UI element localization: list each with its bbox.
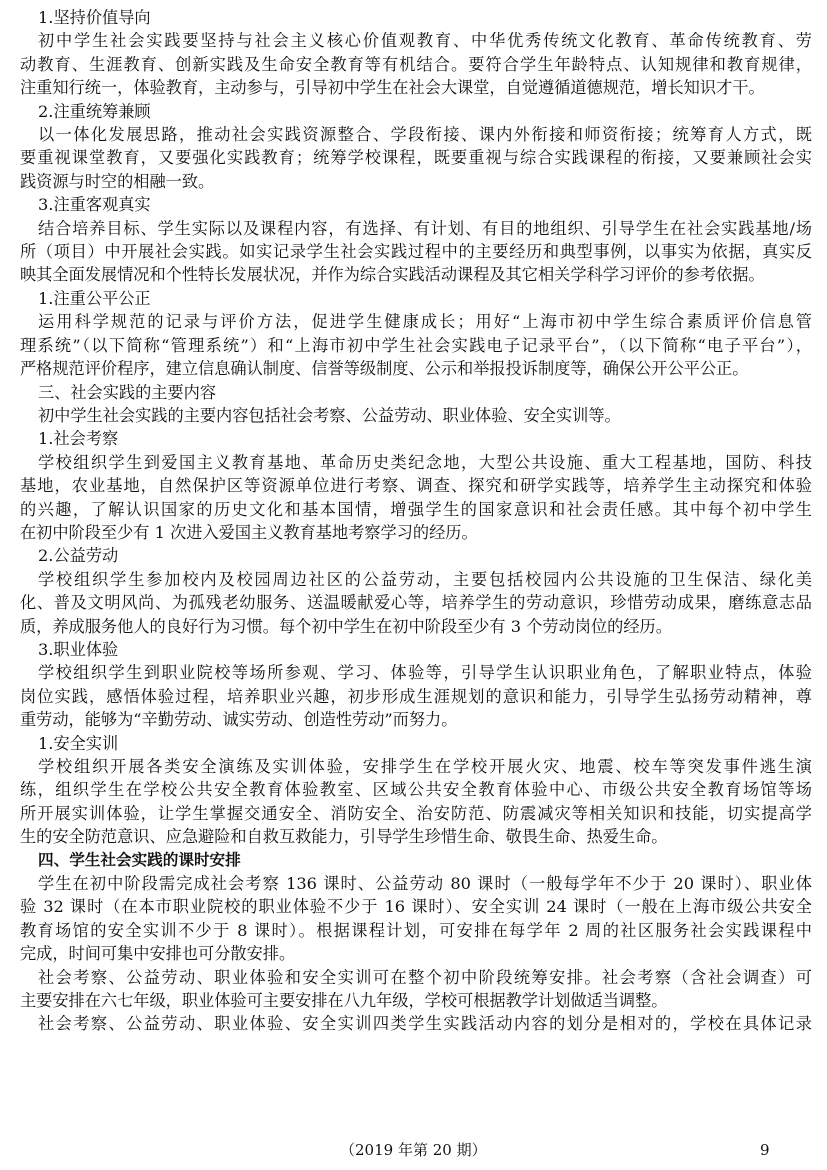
paragraph-line: 学校组织开展各类安全演练及实训体验，安排学生在学校开展火灾、地震、校车等突发事件逃生演 — [38, 757, 812, 776]
paragraph-line: 所开展实训体验，让学生掌握交通安全、消防安全、治安防范、防震减灾等相关知识和技能，切实提高学 — [20, 803, 812, 823]
paragraph-line: 要重视课堂教育，又要强化实践教育；统筹学校课程，既要重视与综合实践课程的衔接，又要兼顾社会实 — [20, 148, 812, 168]
paragraph-line: 的兴趣，了解认识国家的历史文化和基本国情，增强学生的国家意识和社会责任感。其中每个初中学生 — [20, 499, 812, 519]
paragraph-line: 严格规范评价程序，建立信息确认制度、信誉等级制度、公示和举报投诉制度等，确保公开公平公正。 — [20, 359, 749, 379]
paragraph-line: 初中学生社会实践要坚持与社会主义核心价值观教育、中华优秀传统文化教育、革命传统教育、劳 — [38, 31, 812, 51]
section-heading: 三、社会实践的主要内容 — [38, 382, 217, 402]
subheading: 1.社会考察 — [38, 429, 119, 449]
paragraph-line: 注重知行统一，体验教育，主动参与，引导初中学生在社会大课堂，自觉遵循道德规范，增长知识才干。 — [20, 78, 765, 98]
subheading: 2.注重统筹兼顾 — [38, 101, 151, 121]
paragraph-line: 重劳动，能够为“辛勤劳动、诚实劳动、创造性劳动”而努力。 — [20, 710, 458, 730]
paragraph-line: 基地，农业基地，自然保护区等资源单位进行考察、调查、探究和研学实践等，培养学生主动探究和体验 — [20, 476, 812, 496]
paragraph-line: 岗位实践，感悟体验过程，培养职业兴趣，初步形成生涯规划的意识和能力，引导学生弘扬劳动精神，尊 — [20, 686, 812, 706]
paragraph-line: 质，养成服务他人的良好行为习惯。每个初中学生在初中阶段至少有 3 个劳动岗位的经历。 — [20, 616, 672, 636]
paragraph-line: 动教育、生涯教育、创新实践及生命安全教育等有机结合。要符合学生年龄特点、认知规律和教育规律， — [20, 54, 812, 74]
paragraph-line: 学校组织学生参加校内及校园周边社区的公益劳动，主要包括校园内公共设施的卫生保洁、绿化美 — [38, 569, 812, 589]
paragraph-line: 以一体化发展思路，推动社会实践资源整合、学段衔接、课内外衔接和师资衔接；统筹育人方式，既 — [38, 125, 812, 145]
paragraph-line: 理系统”（以下简称“管理系统”）和“上海市初中学生社会实践电子记录平台”，（以下简称“电子平台”）， — [20, 335, 812, 355]
section-heading: 四、学生社会实践的课时安排 — [38, 850, 241, 869]
subheading: 1.坚持价值导向 — [38, 8, 151, 27]
paragraph-line: 生的安全防范意识、应急避险和自救互救能力，引导学生珍惜生命、敬畏生命、热爱生命。 — [20, 827, 668, 847]
paragraph-line: 学校组织学生到职业院校等场所参观、学习、体验等，引导学生认识职业角色，了解职业特点，体验 — [38, 663, 812, 683]
paragraph-line: 运用科学规范的记录与评价方法，促进学生健康成长；用好“上海市初中学生综合素质评价信息管 — [38, 312, 812, 332]
issue-label: （2019 年第 20 期） — [340, 1141, 487, 1159]
subheading: 3.注重客观真实 — [38, 195, 151, 215]
paragraph-line: 练，组织学生在学校公共安全教育体验教室、区域公共安全教育体验中心、市级公共安全教育场馆等场 — [20, 780, 812, 800]
paragraph-line: 结合培养目标、学生实际以及课程内容，有选择、有计划、有目的地组织、引导学生在社会实践基地/场 — [38, 218, 812, 238]
paragraph-line: 社会考察、公益劳动、职业体验和安全实训可在整个初中阶段统筹安排。社会考察（含社会调查）可 — [38, 967, 812, 987]
paragraph-line: 初中学生社会实践的主要内容包括社会考察、公益劳动、职业体验、安全实训等。 — [38, 405, 621, 425]
paragraph-line: 所（项目）中开展社会实践。如实记录学生社会实践过程中的主要经历和典型事例，以事实为依据，真实反 — [20, 242, 812, 262]
paragraph-line: 社会考察、公益劳动、职业体验、安全实训四类学生实践活动内容的划分是相对的，学校在具体记录 — [38, 1014, 812, 1034]
paragraph-line: 映其全面发展情况和个性特长发展状况，并作为综合实践活动课程及其它相关学科学习评价的参考依据。 — [20, 265, 765, 285]
paragraph-line: 教育场馆的安全实训不少于 8 课时）。根据课程计划，可安排在每学年 2 周的社区服务社会实践课程中 — [20, 920, 812, 940]
page-number: 9 — [760, 1141, 770, 1159]
subheading: 2.公益劳动 — [38, 546, 119, 566]
paragraph-line: 在初中阶段至少有 1 次进入爱国主义教育基地考察学习的经历。 — [20, 522, 478, 542]
subheading: 1.注重公平公正 — [38, 288, 151, 308]
paragraph-line: 化、普及文明风尚、为孤残老幼服务、送温暖献爱心等，培养学生的劳动意识，珍惜劳动成果，磨练意志品 — [20, 593, 812, 613]
subheading: 3.职业体验 — [38, 639, 119, 659]
paragraph-line: 验 32 课时（在本市职业院校的职业体验不少于 16 课时）、安全实训 24 课时（一般在上海市级公共安全 — [20, 897, 812, 917]
paragraph-line: 主要安排在六七年级，职业体验可主要安排在八九年级，学校可根据教学计划做适当调整。 — [20, 991, 668, 1011]
paragraph-line: 学校组织学生到爱国主义教育基地、革命历史类纪念地，大型公共设施、重大工程基地，国防、科技 — [38, 452, 812, 472]
paragraph-line: 践资源与时空的相融一致。 — [20, 171, 215, 191]
paragraph-line: 学生在初中阶段需完成社会考察 136 课时、公益劳动 80 课时（一般每学年不少于 20 课时）、职业体 — [38, 874, 812, 894]
subheading: 1.安全实训 — [38, 733, 119, 753]
paragraph-line: 完成，时间可集中安排也可分散安排。 — [20, 944, 296, 964]
